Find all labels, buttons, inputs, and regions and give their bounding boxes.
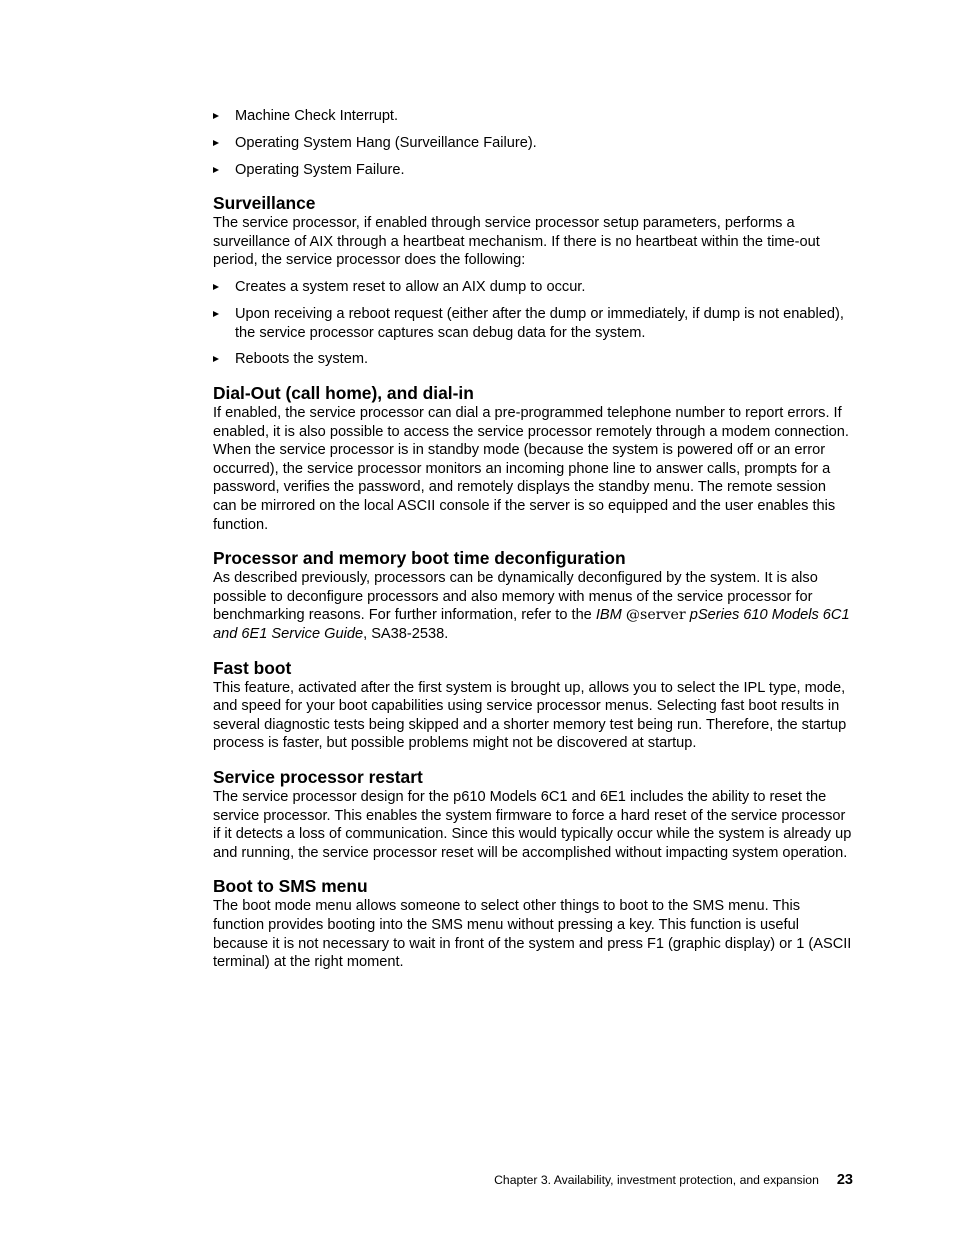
section-surveillance — [213, 192, 853, 369]
intro-bullet-list — [213, 107, 853, 179]
list-item — [213, 350, 853, 369]
section-body: The service processor, if enabled through service processor setup parameters, performs a surveillance of AIX through a heartbeat mechanism. If there is no heartbeat within the time-out period, the service processor does the following: — [213, 215, 820, 269]
bullet-arrow-icon — [213, 284, 219, 290]
ref-title: pSeries 610 Models 6C1 and 6E1 Service Guide — [213, 607, 850, 643]
section-body: This feature, activated after the first system is brought up, allows you to select the IPL type, mode, and speed for your boot capabilities using service processor menus. Selecting fast boot results in several diagnostic tests being skipped and a shorter memory test being run. Therefore, the startup process is faster, but possible problems might not be discovered at startup. — [213, 679, 847, 752]
section-fast-boot — [213, 657, 853, 753]
page-footer — [494, 1172, 853, 1188]
list-item — [213, 161, 853, 180]
section-heading: Boot to SMS menu — [213, 876, 368, 897]
list-item-text: Upon receiving a reboot request (either after the dump or immediately, if dump is not enabled), the service processor captures scan debug data for the system. — [235, 306, 844, 341]
page-number: 23 — [836, 1172, 853, 1188]
ref-ibm: IBM — [595, 607, 626, 624]
chapter-title: Chapter 3. Availability, investment protection, and expansion — [494, 1173, 819, 1187]
list-item — [213, 107, 853, 126]
section-body: If enabled, the service processor can dial a pre-programmed telephone number to report errors. If enabled, it is also possible to access the service processor remotely through a modem connection. When the service processor is in standby mode (because the system is powered off or an error occurred), the service processor monitors an incoming phone line to answer calls, prompts for a password, verifies the password, and remotely displays the standby menu. The remote session can be mirrored on the local ASCII console if the server is so equipped and the user enables this function. — [213, 405, 849, 533]
list-item — [213, 278, 853, 297]
section-body: The service processor design for the p610 Models 6C1 and 6E1 includes the ability to reset the service processor. This enables the system firmware to force a hard reset of the service processor if it detects a loss of communication. Since this would typically occur while the system is already up and running, the service processor reset will be accomplished without impacting system operation. — [213, 788, 852, 861]
list-item — [213, 305, 853, 342]
list-item — [213, 134, 853, 153]
list-item-text: Creates a system reset to allow an AIX dump to occur. — [235, 279, 586, 296]
section-deconfiguration — [213, 547, 853, 643]
bullet-arrow-icon — [213, 356, 219, 362]
list-item-text: Reboots the system. — [235, 351, 369, 368]
bullet-arrow-icon — [213, 167, 219, 173]
body-text: As described previously, processors can be dynamically deconfigured by the system. It is also possible to deconfigure processors and also memory with menus of the service processor for benchmarking reasons. For further information, refer to the — [213, 570, 818, 624]
body-text-end: , SA38-2538. — [363, 626, 449, 643]
section-heading: Dial-Out (call home), and dial-in — [213, 383, 474, 404]
section-dial-out — [213, 382, 853, 534]
section-heading: Fast boot — [213, 657, 292, 678]
list-item-text: Machine Check Interrupt. — [235, 108, 399, 124]
page-content — [213, 107, 853, 972]
section-heading: Processor and memory boot time deconfiguration — [213, 548, 626, 569]
section-heading: Surveillance — [213, 193, 316, 214]
list-item-text: Operating System Hang (Surveillance Failure). — [235, 134, 537, 151]
eserver-logo-text: @server — [625, 607, 686, 624]
section-heading: Service processor restart — [213, 766, 423, 787]
section-sms-menu — [213, 875, 853, 971]
bullet-arrow-icon — [213, 113, 219, 119]
section-body — [213, 569, 853, 643]
surveillance-bullet-list — [213, 278, 853, 369]
bullet-arrow-icon — [213, 140, 219, 146]
list-item-text: Operating System Failure. — [235, 161, 405, 178]
section-restart — [213, 766, 853, 862]
section-body: The boot mode menu allows someone to select other things to boot to the SMS menu. This function provides booting into the SMS menu without pressing a key. This function is useful because it is not necessary to wait in front of the system and press F1 (graphic display) or 1 (ASCII terminal) at the right moment. — [213, 898, 852, 971]
bullet-arrow-icon — [213, 311, 219, 317]
